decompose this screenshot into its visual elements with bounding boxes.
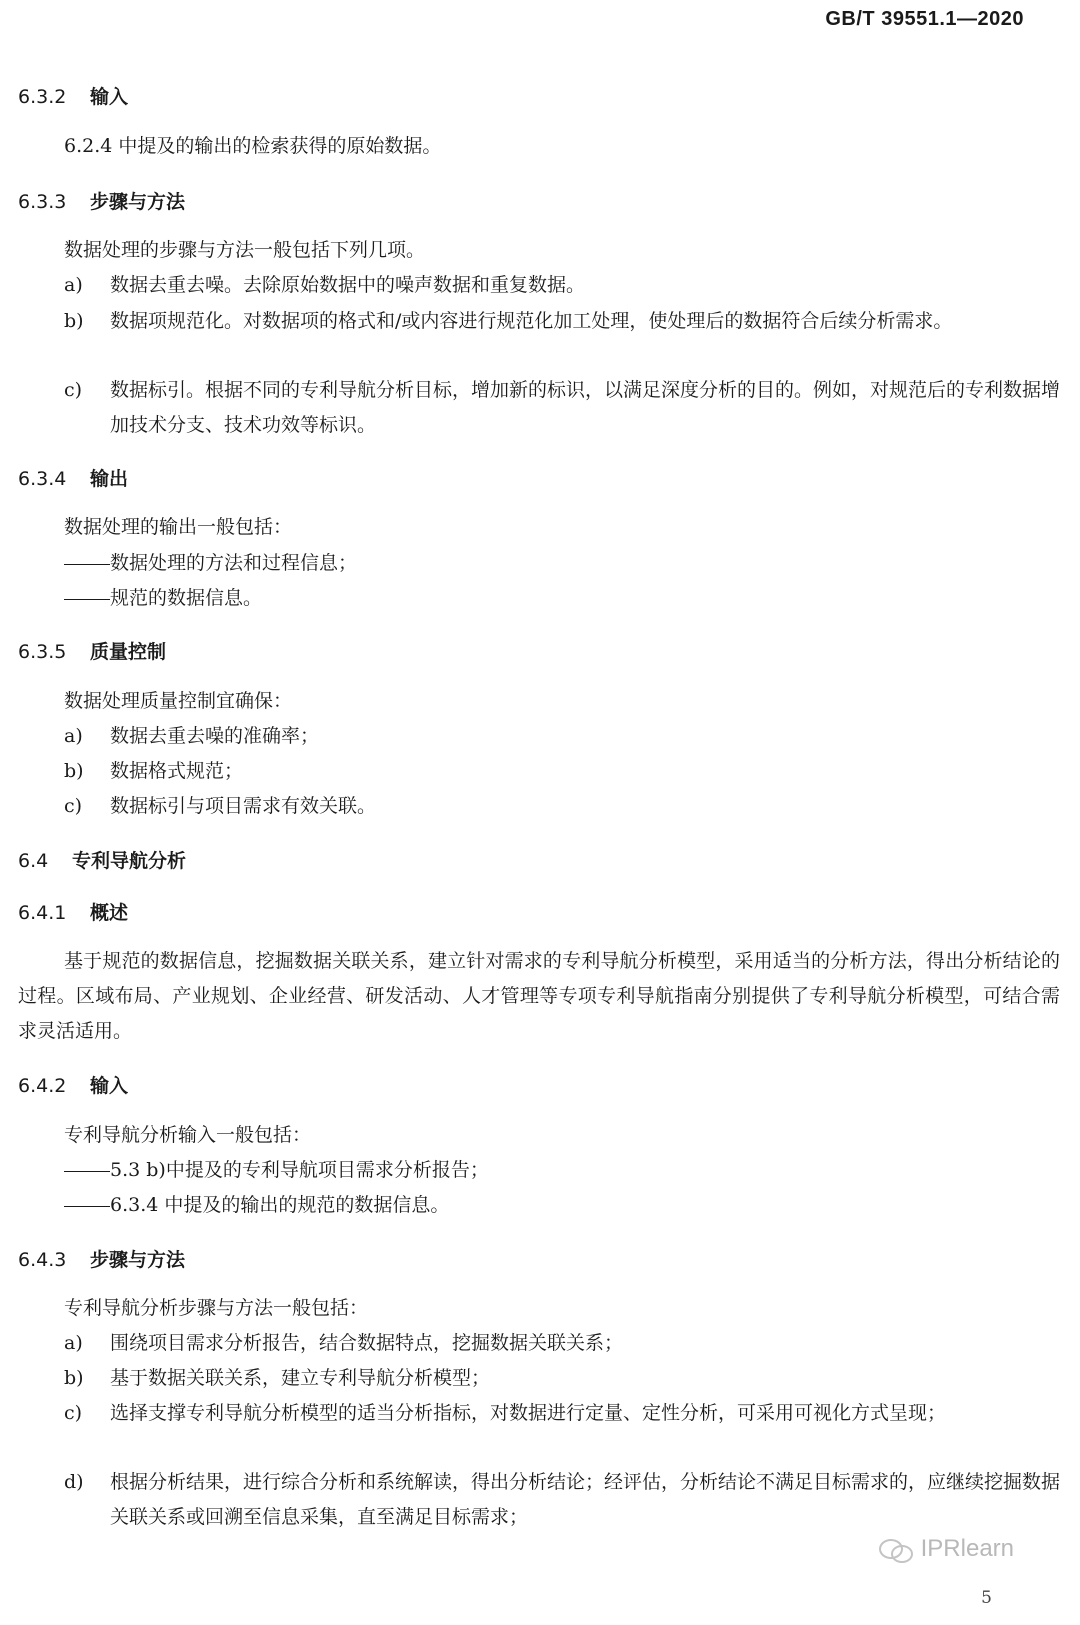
heading-number: 6.4.2	[18, 1075, 67, 1097]
list-text: 数据去重去噪的准确率；	[110, 725, 320, 747]
list-text: 数据项规范化。对数据项的格式和/或内容进行规范化加工处理，使处理后的数据符合后续分析需求。	[110, 310, 953, 332]
list-text: 基于数据关联关系，建立专利导航分析模型；	[110, 1367, 491, 1389]
heading-6-3-2	[18, 82, 128, 109]
list-item	[64, 754, 1060, 789]
paragraph: 数据处理质量控制宜确保：	[64, 690, 293, 712]
list-item	[64, 1361, 1060, 1396]
heading-number: 6.3.2	[18, 86, 67, 108]
heading-title: 输入	[90, 86, 129, 108]
watermark	[879, 1535, 1014, 1563]
list-item	[64, 1465, 1060, 1535]
heading-title: 专利导航分析	[72, 850, 187, 872]
list-item	[64, 304, 1060, 339]
heading-6-3-4	[18, 464, 128, 491]
heading-number: 6.4.1	[18, 902, 67, 924]
paragraph: 6.2.4 中提及的输出的检索获得的原始数据。	[64, 135, 442, 157]
dash-item	[64, 581, 262, 616]
heading-title: 输出	[90, 468, 129, 490]
heading-number: 6.4	[18, 850, 49, 872]
dash-text: 数据处理的方法和过程信息；	[110, 552, 358, 574]
heading-number: 6.4.3	[18, 1249, 67, 1271]
heading-6-4-3	[18, 1245, 185, 1272]
list-item	[64, 719, 1060, 754]
dash-item	[64, 546, 357, 581]
list-item	[64, 1326, 1060, 1361]
watermark-text: IPRlearn	[920, 1535, 1014, 1562]
list-text: 数据去重去噪。去除原始数据中的噪声数据和重复数据。	[110, 274, 586, 296]
wechat-icon	[879, 1537, 915, 1561]
heading-title: 概述	[90, 902, 129, 924]
heading-6-3-5	[18, 637, 166, 664]
heading-6-4-2	[18, 1071, 128, 1098]
list-text: 数据标引与项目需求有效关联。	[110, 795, 377, 817]
heading-title: 步骤与方法	[90, 1249, 186, 1271]
dash-text: 5.3 b)中提及的专利导航项目需求分析报告；	[110, 1159, 489, 1181]
paragraph: 基于规范的数据信息，挖掘数据关联关系，建立针对需求的专利导航分析模型，采用适当的分析方法，得出分析结论的过程。区域布局、产业规划、企业经营、研发活动、人才管理等专项专利导航指南分别提供了专利导航分析模型，可结合需求灵活适用。	[18, 950, 1060, 1042]
list-marker: b)	[64, 310, 84, 332]
list-marker: d)	[64, 1471, 84, 1493]
list-item	[64, 789, 1060, 824]
standard-code: GB/T 39551.1—2020	[825, 8, 1024, 30]
list-text: 数据格式规范；	[110, 760, 244, 782]
heading-6-4	[18, 846, 186, 873]
dash-item	[64, 1153, 489, 1188]
heading-title: 质量控制	[90, 641, 167, 663]
list-item	[64, 268, 1060, 303]
list-item	[64, 1396, 1060, 1431]
list-marker: b)	[64, 760, 84, 782]
heading-number: 6.3.3	[18, 191, 67, 213]
heading-title: 输入	[90, 1075, 129, 1097]
list-marker: c)	[64, 1402, 83, 1424]
heading-6-3-3	[18, 187, 185, 214]
paragraph: 专利导航分析输入一般包括：	[64, 1124, 312, 1146]
dash-text: 规范的数据信息。	[110, 587, 263, 609]
list-text: 围绕项目需求分析报告，结合数据特点，挖掘数据关联关系；	[110, 1332, 624, 1354]
heading-6-4-1	[18, 898, 128, 925]
list-marker: a)	[64, 725, 83, 747]
list-item	[64, 373, 1060, 443]
paragraph: 数据处理的输出一般包括：	[64, 516, 293, 538]
list-marker: a)	[64, 1332, 83, 1354]
list-text: 数据标引。根据不同的专利导航分析目标，增加新的标识，以满足深度分析的目的。例如，对规范后的专利数据增加技术分支、技术功效等标识。	[110, 379, 1061, 436]
list-marker: c)	[64, 795, 83, 817]
list-marker: c)	[64, 379, 83, 401]
dash-text: 6.3.4 中提及的输出的规范的数据信息。	[110, 1194, 450, 1216]
paragraph: 数据处理的步骤与方法一般包括下列几项。	[64, 239, 426, 261]
paragraph: 专利导航分析步骤与方法一般包括：	[64, 1297, 369, 1319]
page-number: 5	[981, 1588, 992, 1608]
list-marker: b)	[64, 1367, 84, 1389]
list-text: 选择支撑专利导航分析模型的适当分析指标，对数据进行定量、定性分析，可采用可视化方式呈现；	[110, 1402, 947, 1424]
list-marker: a)	[64, 274, 83, 296]
heading-title: 步骤与方法	[90, 191, 186, 213]
heading-number: 6.3.4	[18, 468, 67, 490]
list-text: 根据分析结果，进行综合分析和系统解读，得出分析结论；经评估，分析结论不满足目标需求的，应继续挖掘数据关联关系或回溯至信息采集，直至满足目标需求；	[110, 1471, 1061, 1528]
dash-item	[64, 1188, 449, 1223]
heading-number: 6.3.5	[18, 641, 67, 663]
